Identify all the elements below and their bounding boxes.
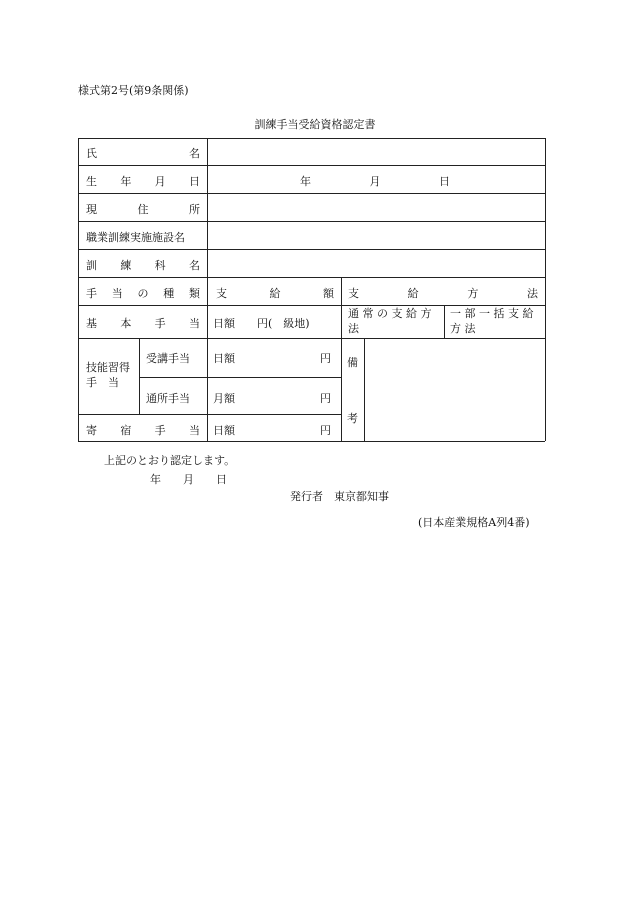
- lodging-amount-prefix: 日額: [213, 424, 235, 437]
- facility-field[interactable]: [212, 224, 542, 246]
- lecture-yen: 円: [320, 352, 331, 365]
- allowance-type-header: 手 当 の 種 類: [86, 287, 200, 300]
- course-field[interactable]: [212, 252, 542, 274]
- lodging-yen: 円: [320, 424, 331, 437]
- basic-allowance-amount[interactable]: 日額 円( 級地): [213, 317, 310, 330]
- commute-yen: 円: [320, 392, 331, 405]
- issuer: 発行者 東京都知事: [290, 490, 389, 503]
- paper-standard: (日本産業規格A列4番): [418, 516, 530, 529]
- lodging-allowance-label: 寄 宿 手 当: [86, 424, 200, 437]
- method-normal[interactable]: 通 常 の 支 給 方 法: [348, 307, 432, 335]
- birthdate-field[interactable]: 年 月 日: [300, 175, 450, 188]
- issue-date: 年 月 日: [150, 473, 227, 486]
- commute-amount-prefix: 月額: [213, 392, 235, 405]
- method-header: 支 給 方 法: [348, 287, 538, 300]
- document-title: 訓練手当受給資格認定書: [254, 118, 376, 131]
- address-label: 現 住 所: [86, 203, 200, 216]
- method-lump-sum[interactable]: 一 部 一 括 支 給 方 法: [450, 307, 534, 335]
- commute-allowance-label: 通所手当: [146, 392, 190, 405]
- name-label: 氏 名: [86, 147, 200, 160]
- closing-statement: 上記のとおり認定します。: [104, 454, 236, 467]
- name-field[interactable]: [212, 141, 542, 163]
- remarks-field[interactable]: [368, 341, 542, 438]
- basic-allowance-label: 基 本 手 当: [86, 317, 200, 330]
- address-field[interactable]: [212, 196, 542, 218]
- facility-label: 職業訓練実施施設名: [86, 231, 185, 244]
- course-label: 訓 練 科 名: [86, 259, 200, 272]
- lecture-amount-prefix: 日額: [213, 352, 235, 365]
- remarks-label-2: 考: [347, 412, 358, 425]
- birthdate-label: 生 年 月 日: [86, 175, 200, 188]
- skill-acquisition-label: 技能習得手 当: [86, 361, 130, 389]
- lecture-allowance-label: 受講手当: [146, 352, 190, 365]
- amount-header: 支 給 額: [216, 287, 334, 300]
- form-number: 様式第2号(第9条関係): [78, 84, 189, 97]
- remarks-label-1: 備: [347, 356, 358, 369]
